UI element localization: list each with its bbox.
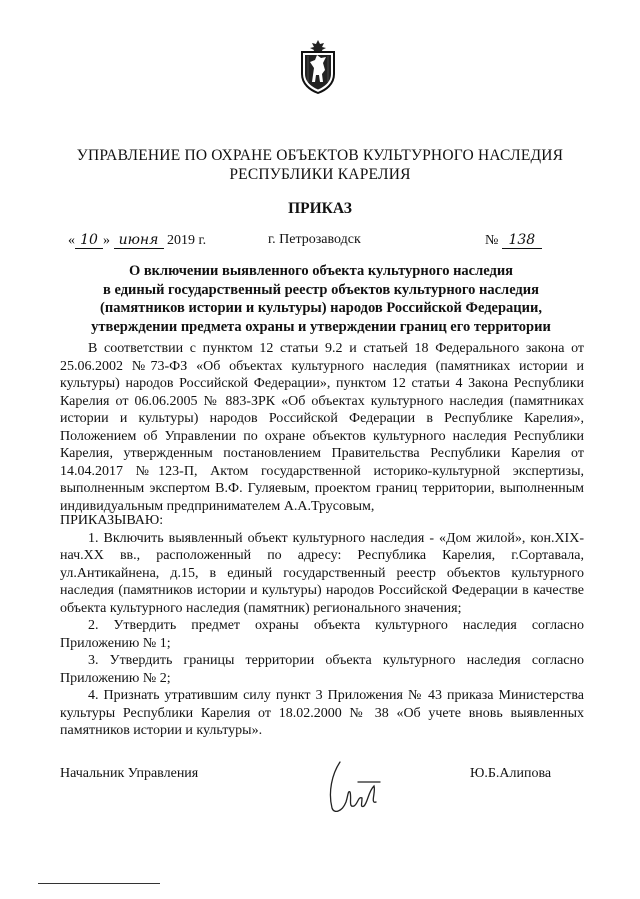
signatory-name: Ю.Б.Алипова: [470, 766, 552, 781]
order-item: 4. Признать утратившим силу пункт 3 Приложения № 43 приказа Министерства культуры Республики Карелия от 18.02.2000 № 38 «Об учете вновь выявленных памятников истории и культуры».: [60, 688, 584, 738]
date-month: июня: [114, 232, 164, 249]
number-label: №: [485, 233, 499, 248]
number-value: 138: [502, 232, 542, 249]
date-day: 10: [75, 232, 103, 249]
subject-line: в единый государственный реестр объектов культурного наследия: [103, 281, 539, 298]
karelia-coat-of-arms-icon: [296, 38, 340, 94]
quote-open: «: [68, 233, 75, 248]
order-item: 1. Включить выявленный объект культурного наследия - «Дом жилой», кон.XIX-нач.XX вв., расположенный по адресу: Республика Карелия, г.Сортавала, ул.Антикайнена, д.15, в единый государственный реестр объектов культурного наследия (памятников истории и культуры) народов Российской Федерации в качестве объекта культурного наследия (памятник) регионального значения;: [60, 530, 584, 616]
document-number: [485, 232, 542, 249]
subject-line: утверждении предмета охраны и утверждении границ его территории: [91, 318, 551, 335]
preamble-text: В соответствии с пунктом 12 статьи 9.2 и статьей 18 Федерального закона от 25.06.2002 №73-ФЗ «Об объектах культурного наследия (памятниках истории и культуры) народов Российской Федерации», пунктом 12 статьи 4 Закона Республики Карелия от 06.06.2005 № 883-ЗРК «Об объектах культурного наследия (памятниках истории и культуры) народов Российской Федерации в Республике Карелия», Положением об Управлении по охране объектов культурного наследия Республики Карелия, утвержденным постановлением Правительства Республики Карелия от 14.04.2017 №123-П, Актом государственной историко-культурной экспертизы, выполненным экспертом В.Ф. Гуляевым, проектом границ территории, выполненным индивидуальным предпринимателем А.А.Трусовым,: [60, 341, 584, 514]
document-subject: [56, 262, 586, 336]
document-type: ПРИКАЗ: [288, 200, 352, 217]
document-date: [68, 232, 206, 249]
organization-name-line-1: УПРАВЛЕНИЕ ПО ОХРАНЕ ОБЪЕКТОВ КУЛЬТУРНОГО НАСЛЕДИЯ: [76, 147, 564, 164]
subject-line: (памятников истории и культуры) народов Российской Федерации,: [100, 300, 542, 316]
organization-name-line-2: РЕСПУБЛИКИ КАРЕЛИЯ: [229, 166, 411, 183]
order-word: ПРИКАЗЫВАЮ:: [60, 513, 164, 528]
handwritten-signature: [318, 752, 388, 822]
document-city: г. Петрозаводск: [268, 232, 361, 247]
order-item: 3. Утвердить границы территории объекта культурного наследия согласно Приложению № 2;: [60, 653, 584, 686]
order-item: 2. Утвердить предмет охраны объекта культурного наследия согласно Приложению № 1;: [60, 618, 584, 651]
quote-close: »: [103, 233, 110, 248]
order-section: [60, 512, 584, 740]
subject-line: О включении выявленного объекта культурного наследия: [128, 263, 514, 279]
footer-divider: [38, 883, 160, 884]
date-year: 2019 г.: [167, 233, 207, 248]
preamble: [60, 340, 584, 515]
signatory-position: Начальник Управления: [60, 766, 199, 781]
